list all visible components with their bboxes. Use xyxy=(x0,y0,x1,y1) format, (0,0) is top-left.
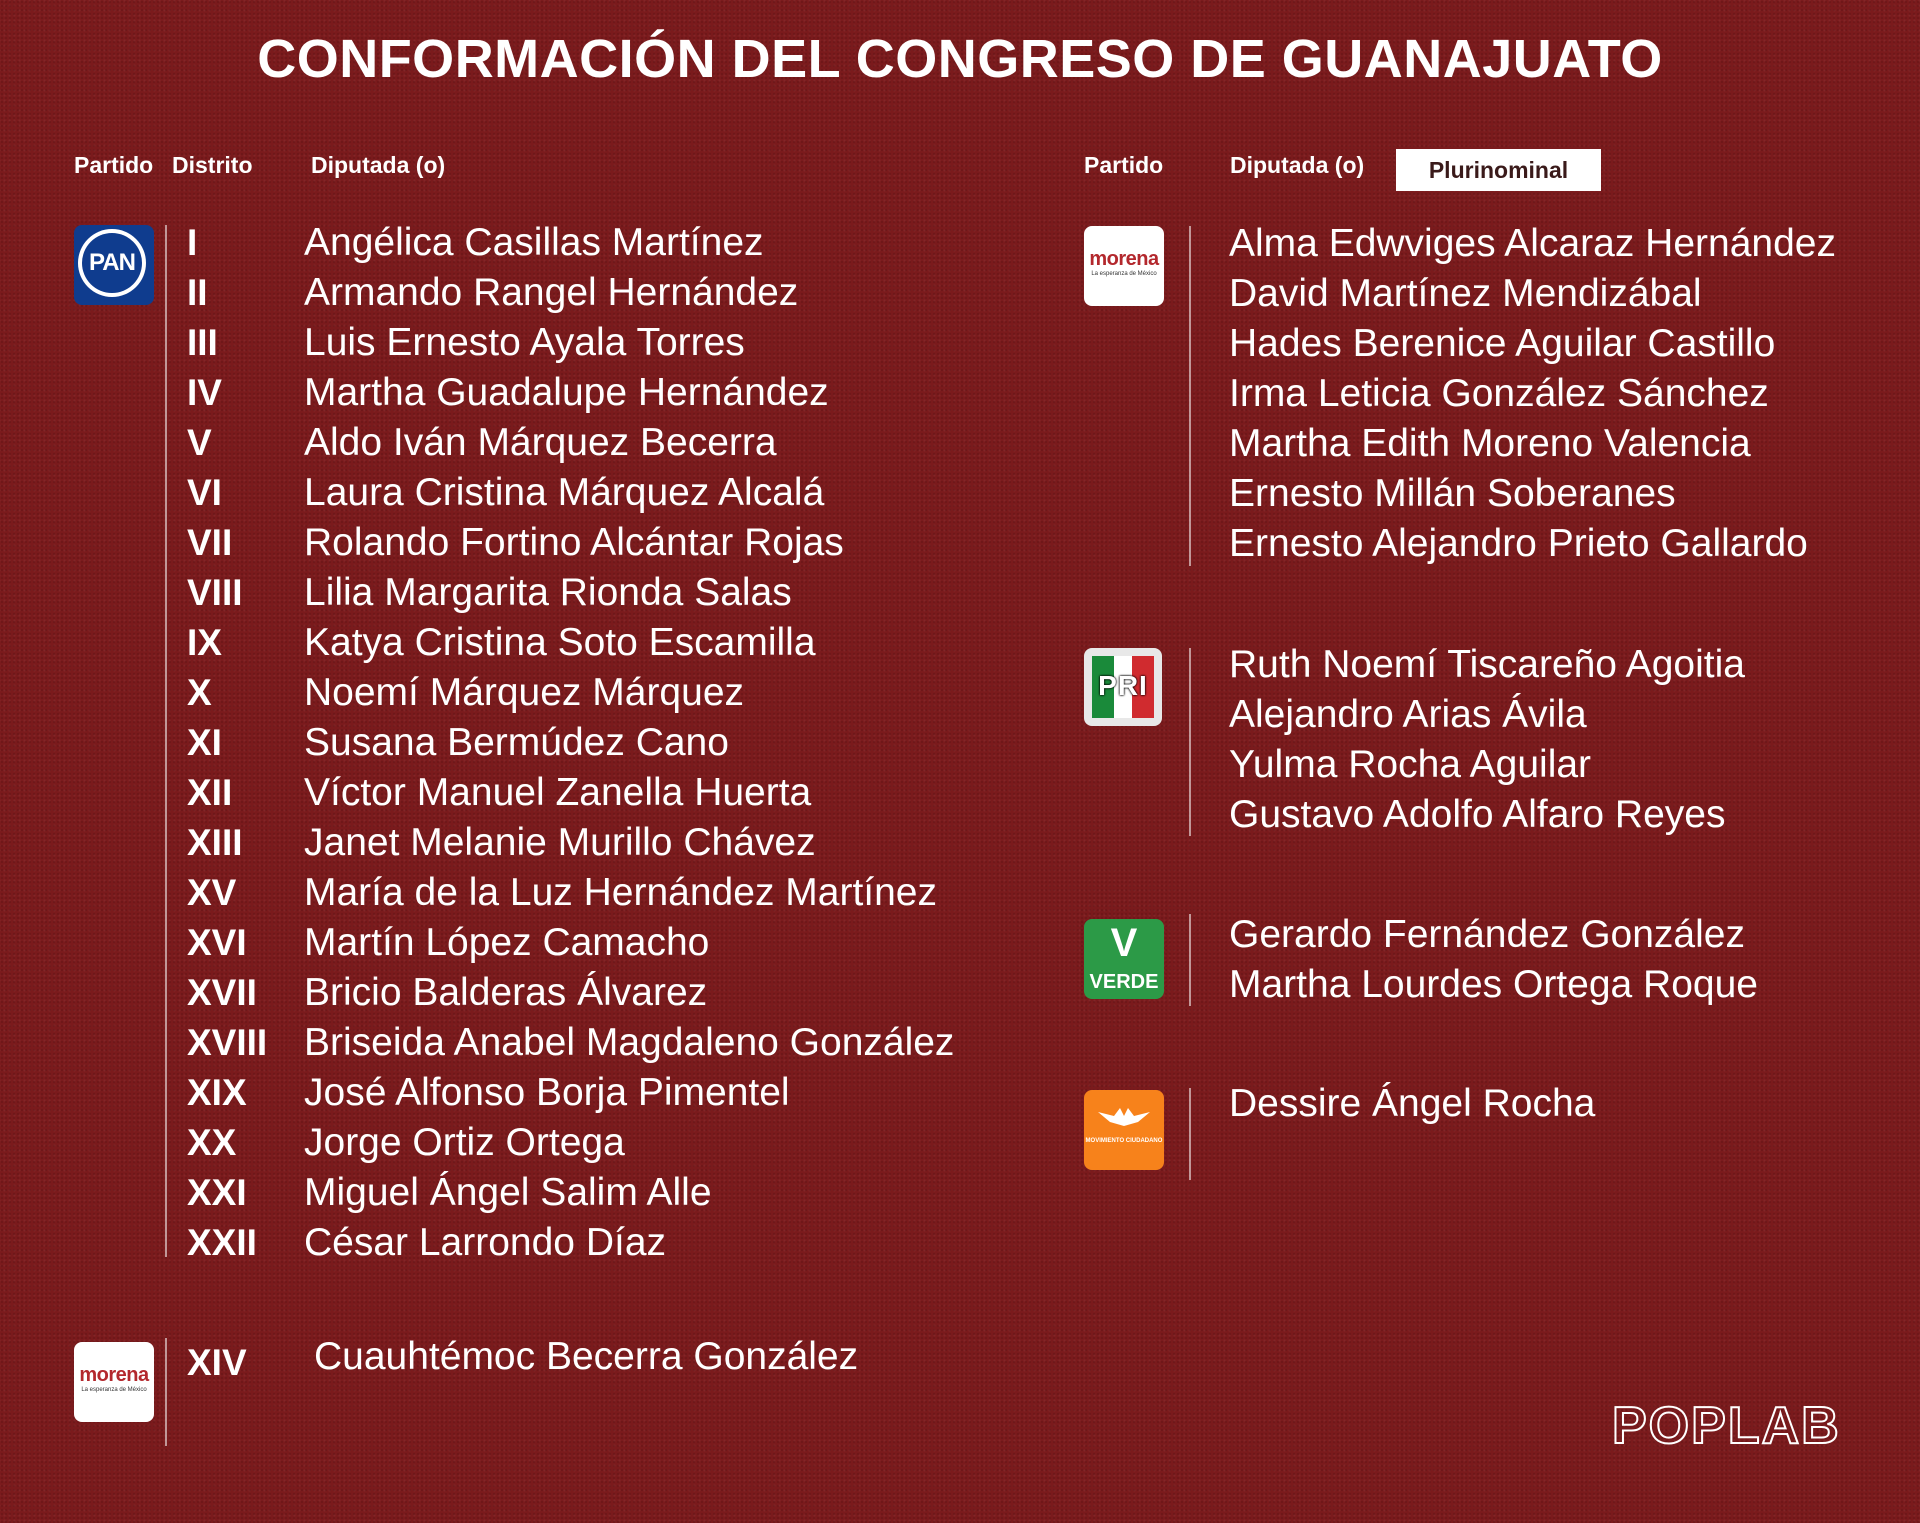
deputy-name: Luis Ernesto Ayala Torres xyxy=(304,321,745,364)
district-number: X xyxy=(187,672,212,713)
divider-mc xyxy=(1189,1088,1191,1180)
deputy-name: Rolando Fortino Alcántar Rojas xyxy=(304,521,844,564)
district-number: XX xyxy=(187,1122,237,1163)
morena-logo-icon: morena La esperanza de México xyxy=(1084,226,1164,306)
deputy-name: Katya Cristina Soto Escamilla xyxy=(304,621,816,664)
pan-logo-icon xyxy=(74,225,154,305)
deputy-name: Lilia Margarita Rionda Salas xyxy=(304,571,792,614)
district-number: XIX xyxy=(187,1072,247,1113)
pan-deputies-list xyxy=(304,218,954,1268)
district-number: VI xyxy=(187,472,222,513)
district-number: XVI xyxy=(187,922,247,963)
deputy-name: Janet Melanie Murillo Chávez xyxy=(304,821,816,864)
district-number: II xyxy=(187,272,208,313)
deputy-name: Martín López Camacho xyxy=(304,921,710,964)
plurinominal-deputy-name: Gustavo Adolfo Alfaro Reyes xyxy=(1229,793,1726,836)
divider-pri xyxy=(1189,648,1191,836)
district-number: XVII xyxy=(187,972,257,1013)
district-number: XIV xyxy=(187,1342,247,1383)
eagle-icon xyxy=(1084,1090,1164,1138)
deputy-name: Jorge Ortiz Ortega xyxy=(304,1121,625,1164)
district-number: XV xyxy=(187,872,237,913)
morena-plurinominal-list xyxy=(1229,219,1836,569)
plurinominal-deputy-name: Ruth Noemí Tiscareño Agoitia xyxy=(1229,643,1745,686)
verde-plurinominal-list xyxy=(1229,910,1758,1010)
plurinominal-deputy-name: Ernesto Millán Soberanes xyxy=(1229,472,1676,515)
deputy-name: Susana Bermúdez Cano xyxy=(304,721,729,764)
plurinominal-deputy-name: Martha Edith Moreno Valencia xyxy=(1229,422,1751,465)
plurinominal-label: Plurinominal xyxy=(1396,149,1601,191)
header-diputada-left: Diputada (o) xyxy=(311,152,446,178)
district-number: XIII xyxy=(187,822,243,863)
district-number: IV xyxy=(187,372,222,413)
header-diputada-right: Diputada (o) xyxy=(1230,152,1365,178)
deputy-name: César Larrondo Díaz xyxy=(304,1221,667,1264)
district-number: XI xyxy=(187,722,222,763)
divider-morena-district xyxy=(165,1338,167,1446)
plurinominal-deputy-name: Ernesto Alejandro Prieto Gallardo xyxy=(1229,522,1808,565)
deputy-name: Martha Guadalupe Hernández xyxy=(304,371,829,414)
deputy-name: José Alfonso Borja Pimentel xyxy=(304,1071,790,1114)
divider-morena xyxy=(1189,226,1191,566)
header-partido-left: Partido xyxy=(74,152,154,178)
header-partido-right: Partido xyxy=(1084,152,1164,178)
plurinominal-deputy-name: Alma Edwviges Alcaraz Hernández xyxy=(1229,222,1836,265)
plurinominal-deputy-name: David Martínez Mendizábal xyxy=(1229,272,1702,315)
poplab-logo: POPLAB xyxy=(1612,1397,1841,1455)
deputy-name: Aldo Iván Márquez Becerra xyxy=(304,421,777,464)
pan-logo-text: PAN xyxy=(82,233,142,293)
pri-plurinominal-list xyxy=(1229,640,1745,840)
plurinominal-deputy-name: Yulma Rocha Aguilar xyxy=(1229,743,1592,786)
plurinominal-deputy-name: Hades Berenice Aguilar Castillo xyxy=(1229,322,1776,365)
plurinominal-deputy-name: Martha Lourdes Ortega Roque xyxy=(1229,963,1758,1006)
district-deputy-name: Cuauhtémoc Becerra González xyxy=(314,1335,859,1378)
district-number: VIII xyxy=(187,572,243,613)
verde-logo-icon: V VERDE xyxy=(1084,919,1164,999)
district-number: IX xyxy=(187,622,222,663)
page-title: CONFORMACIÓN DEL CONGRESO DE GUANAJUATO xyxy=(257,29,1663,89)
deputy-name: Noemí Márquez Márquez xyxy=(304,671,745,714)
divider-pan xyxy=(165,225,167,1257)
district-number: VII xyxy=(187,522,233,563)
deputy-name: Víctor Manuel Zanella Huerta xyxy=(304,771,812,814)
header-distrito: Distrito xyxy=(172,152,253,178)
deputy-name: Angélica Casillas Martínez xyxy=(304,221,764,264)
divider-verde xyxy=(1189,914,1191,1006)
district-list xyxy=(187,218,267,1268)
deputy-name: Briseida Anabel Magdaleno González xyxy=(304,1021,955,1064)
district-number: XXI xyxy=(187,1172,247,1213)
deputy-name: Armando Rangel Hernández xyxy=(304,271,799,314)
morena-logo-icon-district: morena La esperanza de México xyxy=(74,1342,154,1422)
district-number: XII xyxy=(187,772,233,813)
district-number: XVIII xyxy=(187,1022,268,1063)
district-number: III xyxy=(187,322,218,363)
plurinominal-deputy-name: Dessire Ángel Rocha xyxy=(1229,1082,1596,1125)
deputy-name: Miguel Ángel Salim Alle xyxy=(304,1171,712,1214)
pri-logo-icon: PRI xyxy=(1084,648,1162,726)
plurinominal-deputy-name: Irma Leticia González Sánchez xyxy=(1229,372,1769,415)
deputy-name: María de la Luz Hernández Martínez xyxy=(304,871,937,914)
district-number: XXII xyxy=(187,1222,257,1263)
plurinominal-deputy-name: Gerardo Fernández González xyxy=(1229,913,1745,956)
deputy-name: Laura Cristina Márquez Alcalá xyxy=(304,471,825,514)
district-number: I xyxy=(187,222,198,263)
district-number: V xyxy=(187,422,212,463)
deputy-name: Bricio Balderas Álvarez xyxy=(304,971,708,1014)
movimiento-ciudadano-logo-icon: MOVIMIENTO CIUDADANO xyxy=(1084,1090,1164,1170)
mc-plurinominal-list xyxy=(1229,1079,1595,1129)
plurinominal-deputy-name: Alejandro Arias Ávila xyxy=(1229,693,1587,736)
